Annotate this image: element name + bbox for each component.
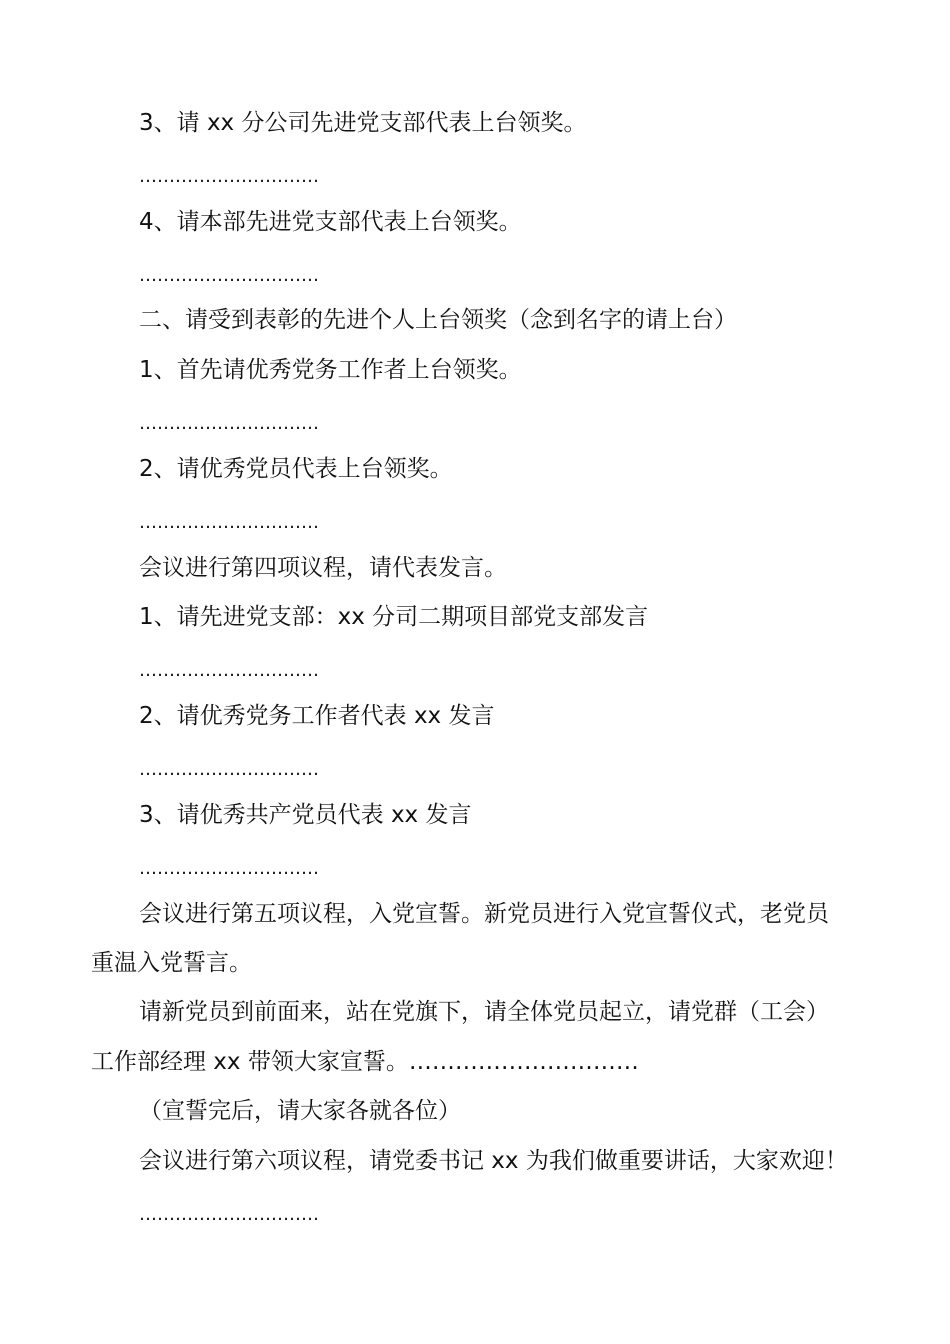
section-heading: 二、请受到表彰的先进个人上台领奖（念到名字的请上台）: [139, 307, 737, 333]
dotted-leader: …………………………: [139, 858, 319, 879]
paragraph-line: 请新党员到前面来，站在党旗下，请全体党员起立，请党群（工会）: [139, 999, 829, 1025]
text-line: 3、请 xx 分公司先进党支部代表上台领奖。: [139, 110, 587, 136]
text-line: 4、请本部先进党支部代表上台领奖。: [139, 209, 522, 235]
text-line: 1、首先请优秀党务工作者上台领奖。: [139, 357, 522, 383]
paragraph-line: 会议进行第五项议程，入党宣誓。新党员进行入党宣誓仪式，老党员: [139, 901, 829, 927]
text-line: 2、请优秀党员代表上台领奖。: [139, 456, 453, 482]
dotted-leader: …………………………: [139, 512, 319, 533]
parenthetical-note: （宣誓完后，请大家各就各位）: [139, 1098, 461, 1124]
dotted-leader: …………………………: [139, 166, 319, 187]
paragraph-line: 重温入党誓言。: [91, 950, 252, 976]
text-line: 会议进行第四项议程，请代表发言。: [139, 555, 507, 581]
dotted-leader: …………………………: [139, 413, 319, 434]
text-line: 2、请优秀党务工作者代表 xx 发言: [139, 703, 495, 729]
dotted-leader: …………………………: [139, 265, 319, 286]
text-line: 1、请先进党支部：xx 分司二期项目部党支部发言: [139, 604, 649, 630]
dotted-leader: …………………………: [139, 759, 319, 780]
text-line: 3、请优秀共产党员代表 xx 发言: [139, 802, 472, 828]
paragraph-line: 会议进行第六项议程，请党委书记 xx 为我们做重要讲话，大家欢迎！: [139, 1148, 848, 1174]
dotted-leader: …………………………: [139, 660, 319, 681]
dotted-leader: …………………………: [139, 1204, 319, 1225]
paragraph-line: 工作部经理 xx 带领大家宣誓。…………………………: [91, 1049, 639, 1075]
